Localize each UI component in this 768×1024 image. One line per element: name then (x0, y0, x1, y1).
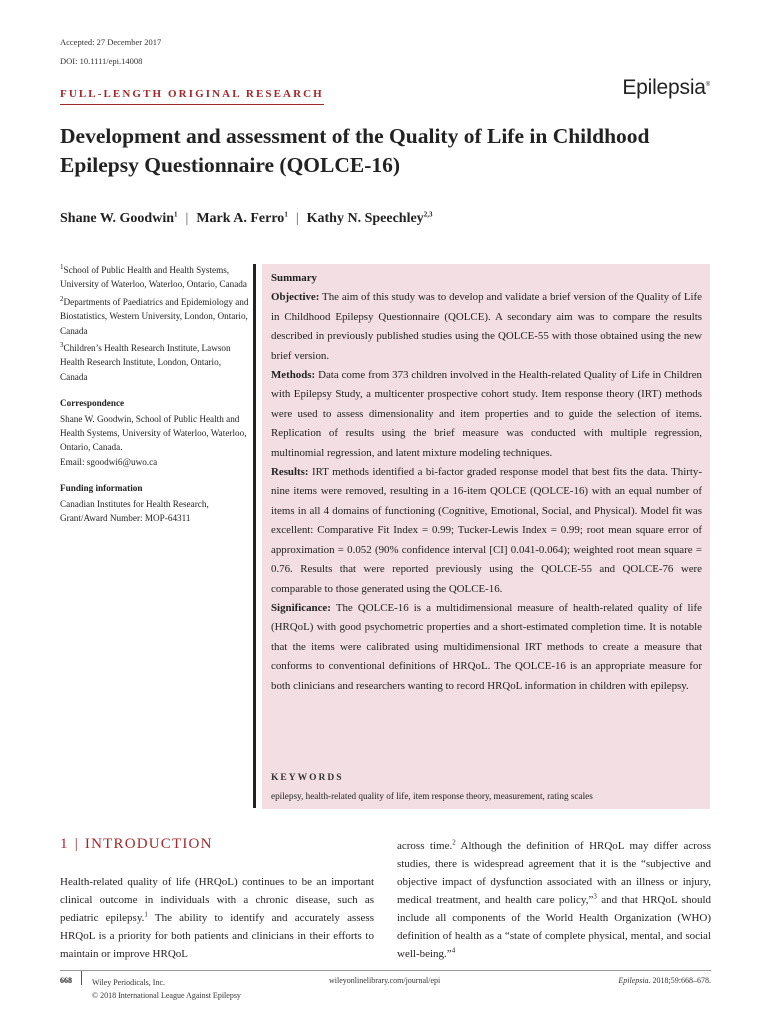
footer-citation (618, 976, 711, 985)
registered-mark: ® (705, 82, 710, 88)
body-text: across time. (397, 840, 453, 852)
affiliation (60, 341, 250, 384)
journal-logo (622, 76, 710, 100)
funding-heading: Funding information (60, 483, 143, 494)
author-affiliation-ref: 1 (284, 210, 288, 219)
body-text: Health-related quality of life (HRQoL) continues to be an important clinical outcome in individuals with a chronic disease, such as pediatric epilepsy. (60, 876, 374, 924)
keywords-list: epilepsy, health-related quality of life, item response theory, measurement, rating scales (271, 791, 593, 801)
author-affiliation-ref: 2,3 (423, 210, 433, 219)
abstract-objective (271, 288, 702, 366)
journal-url[interactable]: wileyonlinelibrary.com/journal/epi (329, 976, 441, 985)
affiliation (60, 263, 250, 292)
body-text: and that HRQoL should include all components of the World Health Organization (WHO) definition of health as a “state of complete physical, mental, and social well-being.” (397, 894, 711, 960)
citation-ref[interactable]: 3 (593, 892, 597, 901)
section-title: INTRODUCTION (84, 836, 213, 852)
methods-label: Methods: (271, 369, 316, 382)
accepted-date: Accepted: 27 December 2017 (60, 37, 162, 47)
funding-text: Canadian Institutes for Health Research, Grant/Award Number: MOP-64311 (60, 498, 209, 524)
abstract-left-rule (253, 264, 256, 808)
citation-ref[interactable]: 2 (452, 838, 456, 847)
methods-text: Data come from 373 children involved in the Health-related Quality of Life in Children with Epilepsy Study, a multicenter prospective cohort study. Item response theory (IRT) methods were used to assess dimensionality and item properties and to guide the selection of items. Replication of results using the brief measure was conducted with multiple regression, multinomial regression, and latent mixture modeling techniques. (271, 369, 702, 459)
significance-text: The QOLCE-16 is a multidimensional measure of health-related quality of life (HRQoL) with good psychometric properties and a short-estimated completion time. It is notable that the items were calibrated using multidimensional IRT methods to create a measure that conforms to conventional definitions of HRQoL. The QOLCE-16 is an appropriate measure for both clinicians and researchers wanting to record HRQoL information in children with epilepsy. (271, 601, 702, 692)
abstract (271, 269, 702, 696)
author-name[interactable]: Shane W. Goodwin (60, 211, 174, 226)
section-number: 1 (60, 836, 69, 852)
objective-text: The aim of this study was to develop and validate a brief version of the Quality of Life in Childhood Epilepsy Questionnaire (QOLCE). A secondary aim was to compare the results described in previously published studies using the QOLCE-55 with those obtained using the new brief version. (271, 291, 702, 362)
footer-publisher (92, 976, 241, 1002)
objective-label: Objective: (271, 291, 320, 304)
section-label: FULL-LENGTH ORIGINAL RESEARCH (60, 88, 324, 105)
citation-ref[interactable]: 4 (451, 946, 456, 955)
affiliation-text: Children’s Health Research Institute, Lawson Health Research Institute, London, Ontario, Canada (60, 343, 231, 382)
results-text: IRT methods identified a bi-factor graded response model that best fits the data. Thirty-nine items were removed, resulting in a 16-item QOLCE (QOLCE-16) with an equal number of items in all 4 domains of functioning (Cognitive, Emotional, Social, and Physical). Model fit was excellent: Comparative Fit Index = 0.99; Tucker-Lewis Index = 0.99; root mean square error of approximation = 0.052 (90% confidence interval [CI] 0.041-0.064); weighted root mean square = 0.76. Results that were reported previously using the QOLCE-55 and QOLCE-76 were comparable to those generated using the QOLCE-16. (271, 466, 702, 595)
footer-rule (60, 970, 711, 971)
summary-heading: Summary (271, 272, 317, 284)
correspondence-heading: Correspondence (60, 398, 125, 409)
body-text: Although the definition of HRQoL may differ across studies, there is widespread agreement that it is the “subjective and objective impact of dysfunction associated with an illness or injury, medical treatment, and health care policy,” (397, 840, 711, 906)
affiliation-number: 1 (60, 262, 64, 271)
heading-separator: | (74, 836, 79, 852)
keywords-heading: KEYWORDS (271, 773, 344, 783)
journal-name: Epilepsia (622, 76, 706, 99)
body-text: The ability to identify and accurately assess HRQoL is a priority for both patients and clinicians in their efforts to maintain or improve HRQoL (60, 912, 374, 960)
body-column-right (397, 837, 711, 963)
affiliation-text: School of Public Health and Health Systems, University of Waterloo, Waterloo, Ontario, Canada (60, 265, 247, 290)
correspondence-email[interactable]: Email: sgoodwi6@uwo.ca (60, 456, 158, 467)
body-column-left (60, 873, 374, 963)
author-separator: | (295, 211, 299, 226)
publisher-name: Wiley Periodicals, Inc. (92, 978, 165, 987)
footer-journal: Epilepsia. (618, 976, 651, 985)
copyright: © 2018 International League Against Epilepsy (92, 991, 241, 1000)
abstract-results (271, 463, 702, 599)
affiliation-number: 2 (60, 294, 64, 303)
page-number: 668 (60, 976, 72, 985)
doi[interactable]: DOI: 10.1111/epi.14008 (60, 56, 143, 66)
correspondence-text: Shane W. Goodwin, School of Public Health and Health Systems, University of Waterloo, Waterloo, Ontario, Canada. (60, 413, 247, 453)
affiliation-text: Departments of Paediatrics and Epidemiology and Biostatistics, Western University, London, Ontario, Canada (60, 296, 249, 336)
results-label: Results: (271, 466, 309, 479)
citation-ref[interactable]: 1 (144, 910, 148, 919)
author-affiliation-ref: 1 (174, 210, 178, 219)
author-name[interactable]: Mark A. Ferro (196, 211, 285, 226)
author-separator: | (185, 211, 189, 226)
article-title: Development and assessment of the Quality of Life in Childhood Epilepsy Questionnaire (QOLCE-16) (60, 124, 650, 177)
abstract-significance (271, 599, 702, 696)
footer-volume-pages: 2018;59:668–678. (650, 976, 711, 985)
author-name[interactable]: Kathy N. Speechley (306, 211, 424, 226)
significance-label: Significance: (271, 601, 331, 614)
author-list (60, 211, 432, 227)
section-heading (60, 836, 213, 853)
affiliation (60, 295, 250, 338)
affiliations-sidebar (60, 263, 250, 526)
footer-separator (81, 971, 82, 985)
abstract-methods (271, 366, 702, 463)
affiliation-number: 3 (60, 340, 64, 349)
